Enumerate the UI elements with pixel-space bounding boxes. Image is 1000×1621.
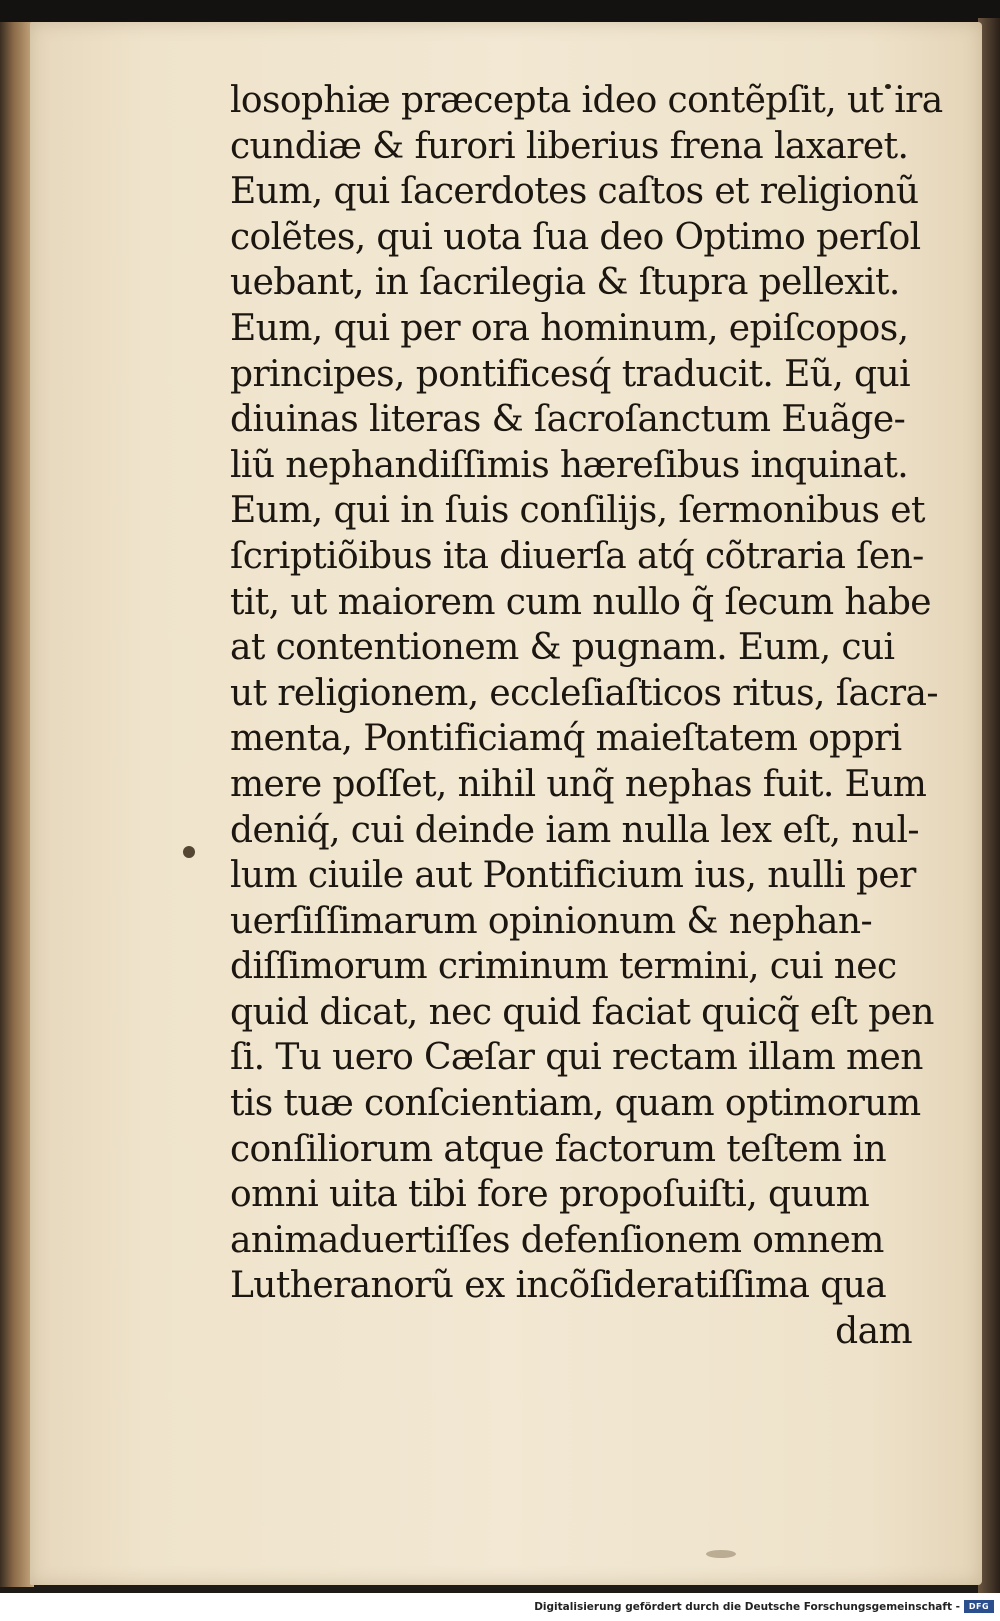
text-line: Eum, qui in ſuis conſilijs, ſermonibus et [230,490,925,532]
margin-ink-spot [183,846,195,858]
funding-credit: Digitalisierung gefördert durch die Deutsche Forschungsgemeinschaft - [534,1601,960,1613]
text-line: diuinas literas & ſacroſanctum Euãge- [230,399,906,441]
text-line: colẽtes, qui uota ſua deo Optimo perſol [230,216,921,258]
text-line: at contentionem & pugnam. Eum, cui [230,627,895,669]
text-line: tis tuæ conſcientiam, quam optimorum [230,1083,921,1125]
text-line: losophiæ præcepta ideo contẽpſit, ut ira [230,80,943,121]
text-line: uebant, in ſacrilegia & ſtupra pellexit. [230,262,900,304]
book-gutter [0,22,34,1587]
text-line: animaduertiſſes defenſionem omnem [230,1219,884,1261]
text-line: cundiæ & furori liberius frena laxaret. [230,125,909,167]
page-text [230,78,943,1355]
dfg-logo: DFG [964,1600,994,1613]
text-line: deniq́, cui deinde iam nulla lex eſt, nul- [230,809,919,851]
text-line: Eum, qui ſacerdotes caſtos et religionũ [230,171,919,213]
bottom-smudge [706,1550,736,1558]
text-line: ut religionem, eccleſiaſticos ritus, ſacra- [230,672,938,714]
text-line: principes, pontificesq́ traducit. Eũ, qui [230,353,910,395]
text-line: Eum, qui per ora hominum, epiſcopos, [230,307,909,349]
digitization-footer [0,1593,1000,1621]
text-line: mere poſſet, nihil unq̃ nephas fuit. Eum [230,763,927,805]
text-line: uerſiſſimarum opinionum & nephan- [230,900,873,942]
text-line: tit, ut maiorem cum nullo q̃ ſecum habe [230,581,931,623]
text-line: lum ciuile aut Pontificium ius, nulli per [230,855,916,897]
text-line: conſiliorum atque factorum teſtem in [230,1128,887,1170]
text-line: diſſimorum criminum termini, cui nec [230,946,897,988]
text-line: omni uita tibi fore propoſuiſti, quum [230,1174,870,1216]
text-line: liũ nephandiſſimis hæreſibus inquinat. [230,444,909,486]
scan-top-edge [0,0,1000,22]
text-line: menta, Pontificiamq́ maieſtatem oppri [230,718,902,760]
text-line: ſi. Tu uero Cæſar qui rectam illam men [230,1037,923,1079]
text-line: quid dicat, nec quid faciat quicq̃ eſt pen [230,991,934,1033]
text-line: Lutheranorũ ex incõſideratiſſima qua [230,1265,887,1307]
catchword: dam [835,1311,912,1353]
text-line: ſcriptiõibus ita diuerſa atq́ cõtraria ſen- [230,535,924,577]
